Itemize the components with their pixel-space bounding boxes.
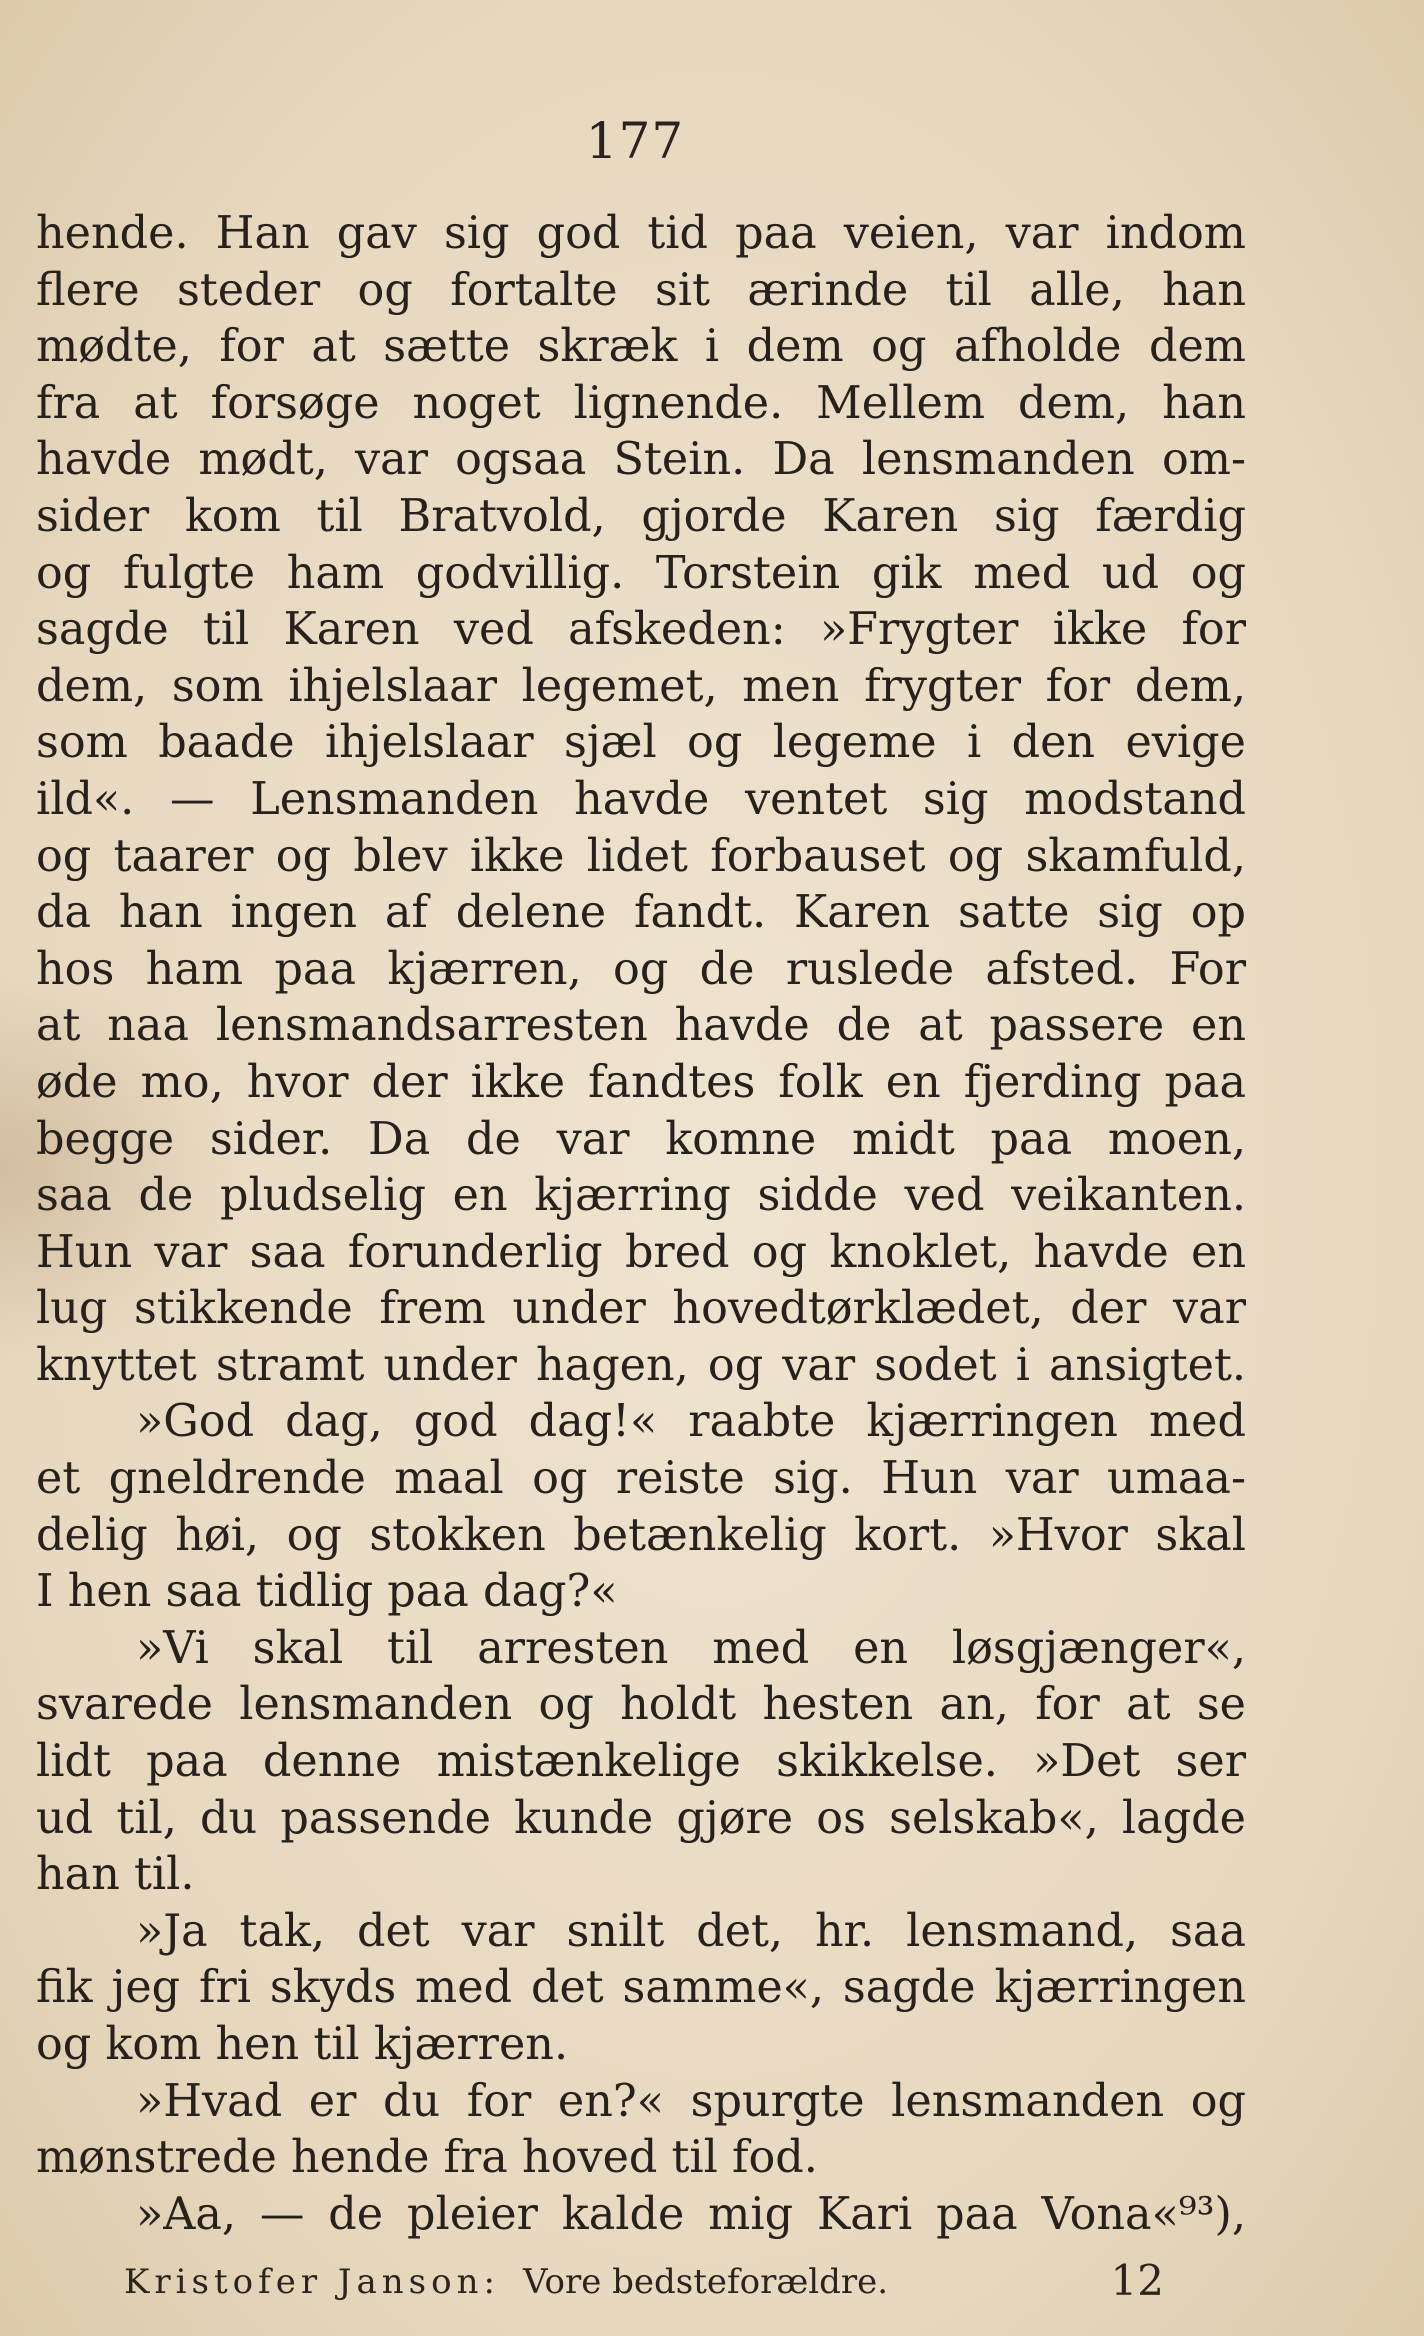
- text-line: flere steder og fortalte sit ærinde til alle, han: [36, 264, 1246, 316]
- text-line: at naa lensmandsarresten havde de at passere en: [36, 1000, 1246, 1052]
- text-line: ud til, du passende kunde gjøre os selskab«, lagde: [36, 1792, 1246, 1844]
- text-line: og kom hen til kjærren.: [36, 2019, 569, 2070]
- text-line: svarede lensmanden og holdt hesten an, for at se: [36, 1679, 1246, 1731]
- text-line: øde mo, hvor der ikke fandtes folk en fjerding paa: [36, 1056, 1246, 1108]
- footer-signature: 12: [1110, 2256, 1164, 2305]
- page-footer: [124, 2256, 1164, 2305]
- text-line: dem, som ihjelslaar legemet, men frygter for dem,: [36, 660, 1246, 712]
- text-line: hos ham paa kjærren, og de ruslede afsted. For: [36, 943, 1246, 995]
- text-line: delig høi, og stokken betænkelig kort. »Hvor skal: [36, 1509, 1246, 1561]
- text-line: lug stikkende frem under hovedtørklædet, der var: [36, 1283, 1246, 1335]
- text-line: da han ingen af delene fandt. Karen satte sig op: [36, 887, 1246, 939]
- text-line: »Hvad er du for en?« spurgte lensmanden og: [136, 2075, 1246, 2127]
- footer-author: Kristofer Janson:: [124, 2262, 500, 2302]
- text-line: »God dag, god dag!« raabte kjærringen med: [136, 1396, 1246, 1448]
- text-line: sider kom til Bratvold, gjorde Karen sig færdig: [36, 490, 1246, 542]
- text-line: Hun var saa forunderlig bred og knoklet, havde en: [36, 1226, 1246, 1278]
- text-line: mødte, for at sætte skræk i dem og afholde dem: [36, 321, 1246, 373]
- text-line: fra at forsøge noget lignende. Mellem dem, han: [36, 377, 1246, 429]
- text-line: og taarer og blev ikke lidet forbauset og skamfuld,: [36, 830, 1246, 882]
- footer-title: Vore bedsteforældre.: [523, 2262, 889, 2302]
- text-line: havde mødt, var ogsaa Stein. Da lensmanden om-: [36, 434, 1246, 486]
- text-line: hende. Han gav sig god tid paa veien, var indom: [36, 208, 1246, 259]
- text-line: I hen saa tidlig paa dag?«: [36, 1566, 618, 1618]
- page-number: 177: [585, 112, 685, 170]
- text-line: knyttet stramt under hagen, og var sodet i ansigtet.: [36, 1339, 1246, 1391]
- body-text: [36, 206, 1246, 2243]
- text-line: lidt paa denne mistænkelige skikkelse. »Det ser: [36, 1736, 1246, 1788]
- text-line: som baade ihjelslaar sjæl og legeme i den evige: [36, 717, 1246, 769]
- text-line: fik jeg fri skyds med det samme«, sagde kjærringen: [36, 1962, 1246, 2014]
- text-line: saa de pludselig en kjærring sidde ved veikanten.: [36, 1170, 1246, 1222]
- text-line: et gneldrende maal og reiste sig. Hun var umaa-: [36, 1453, 1246, 1505]
- text-line: »Aa, — de pleier kalde mig Kari paa Vona«⁹³),: [136, 2188, 1246, 2240]
- text-line: »Vi skal til arresten med en løsgjænger«,: [136, 1622, 1246, 1674]
- text-line: ild«. — Lensmanden havde ventet sig modstand: [36, 773, 1246, 825]
- text-line: »Ja tak, det var snilt det, hr. lensmand, saa: [136, 1905, 1246, 1957]
- text-line: han til.: [36, 1849, 195, 1901]
- text-line: begge sider. Da de var komne midt paa moen,: [36, 1113, 1246, 1165]
- text-line: sagde til Karen ved afskeden: »Frygter ikke for: [36, 604, 1246, 656]
- text-line: mønstrede hende fra hoved til fod.: [36, 2132, 818, 2184]
- text-line: og fulgte ham godvillig. Torstein gik med ud og: [36, 547, 1246, 599]
